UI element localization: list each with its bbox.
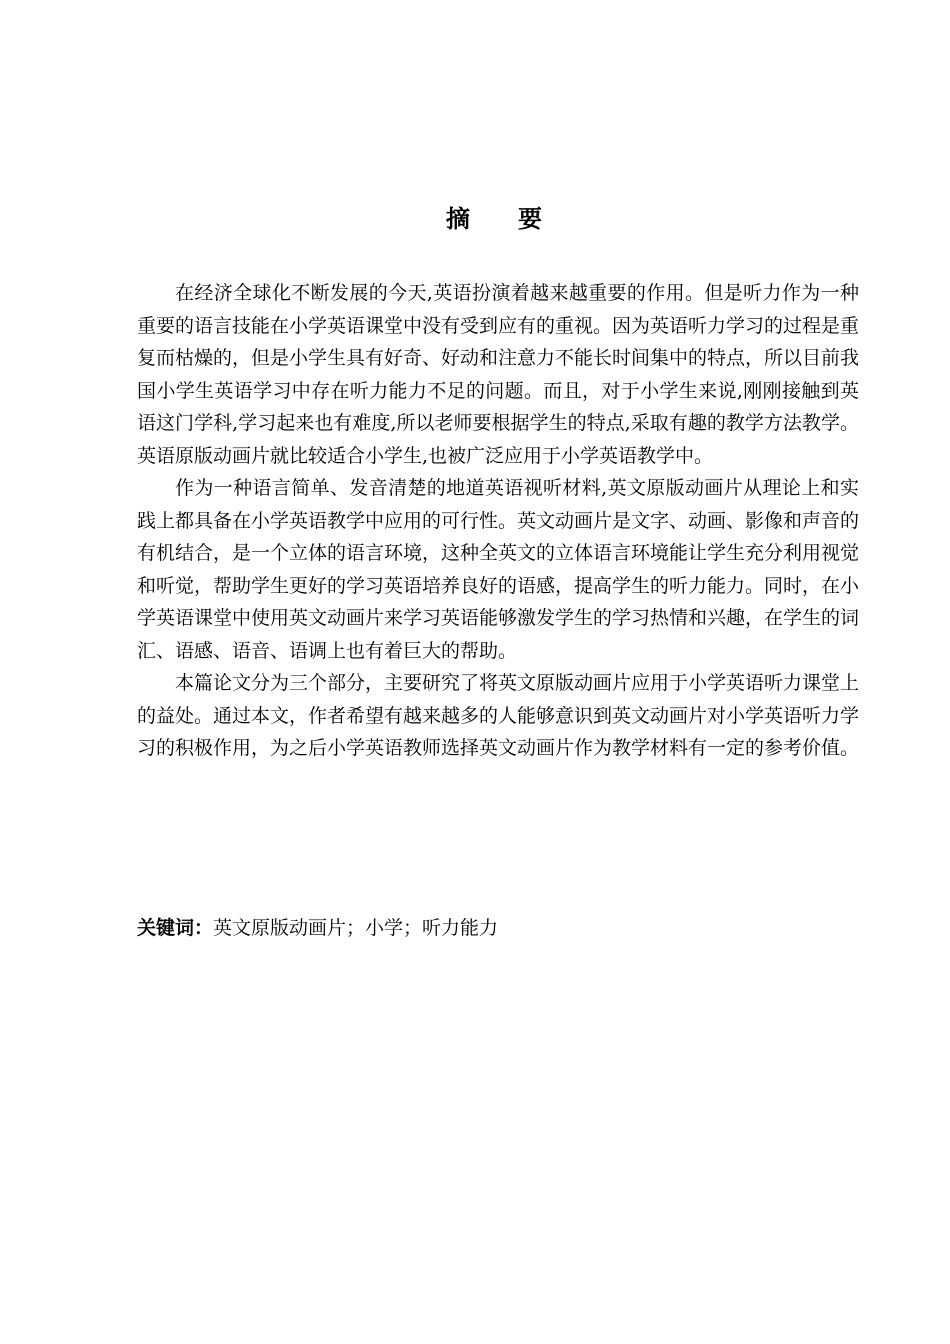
keywords-line [137, 912, 859, 944]
keywords-value: 英文原版动画片；小学；听力能力 [213, 917, 499, 939]
abstract-title: 摘 要 [446, 205, 542, 233]
keywords-label: 关键词： [137, 917, 214, 939]
abstract-paragraph-2: 作为一种语言简单、发音清楚的地道英语视听材料,英文原版动画片从理论上和实践上都具备在小学英语教学中应用的可行性。英文动画片是文字、动画、影像和声音的有机结合，是一个立体的语言环境，这种全英文的立体语言环境能让学生充分利用视觉和听觉，帮助学生更好的学习英语培养良好的语感，提高学生的听力能力。同时，在小学英语课堂中使用英文动画片来学习英语能够激发学生的学习热情和兴趣，在学生的词汇、语感、语音、语调上也有着巨大的帮助。 [137, 477, 860, 662]
abstract-body [137, 277, 859, 765]
abstract-paragraph-1: 在经济全球化不断发展的今天,英语扮演着越来越重要的作用。但是听力作为一种重要的语言技能在小学英语课堂中没有受到应有的重视。因为英语听力学习的过程是重复而枯燥的，但是小学生具有好奇、好动和注意力不能长时间集中的特点，所以目前我国小学生英语学习中存在听力能力不足的问题。而且，对于小学生来说,刚刚接触到英语这门学科,学习起来也有难度,所以老师要根据学生的特点,采取有趣的教学方法教学。英语原版动画片就比较适合小学生,也被广泛应用于小学英语教学中。 [137, 282, 860, 467]
abstract-paragraph-3: 本篇论文分为三个部分，主要研究了将英文原版动画片应用于小学英语听力课堂上的益处。通过本文，作者希望有越来越多的人能够意识到英文动画片对小学英语听力学习的积极作用，为之后小学英语教师选择英文动画片作为教学材料有一定的参考价值。 [137, 672, 860, 759]
